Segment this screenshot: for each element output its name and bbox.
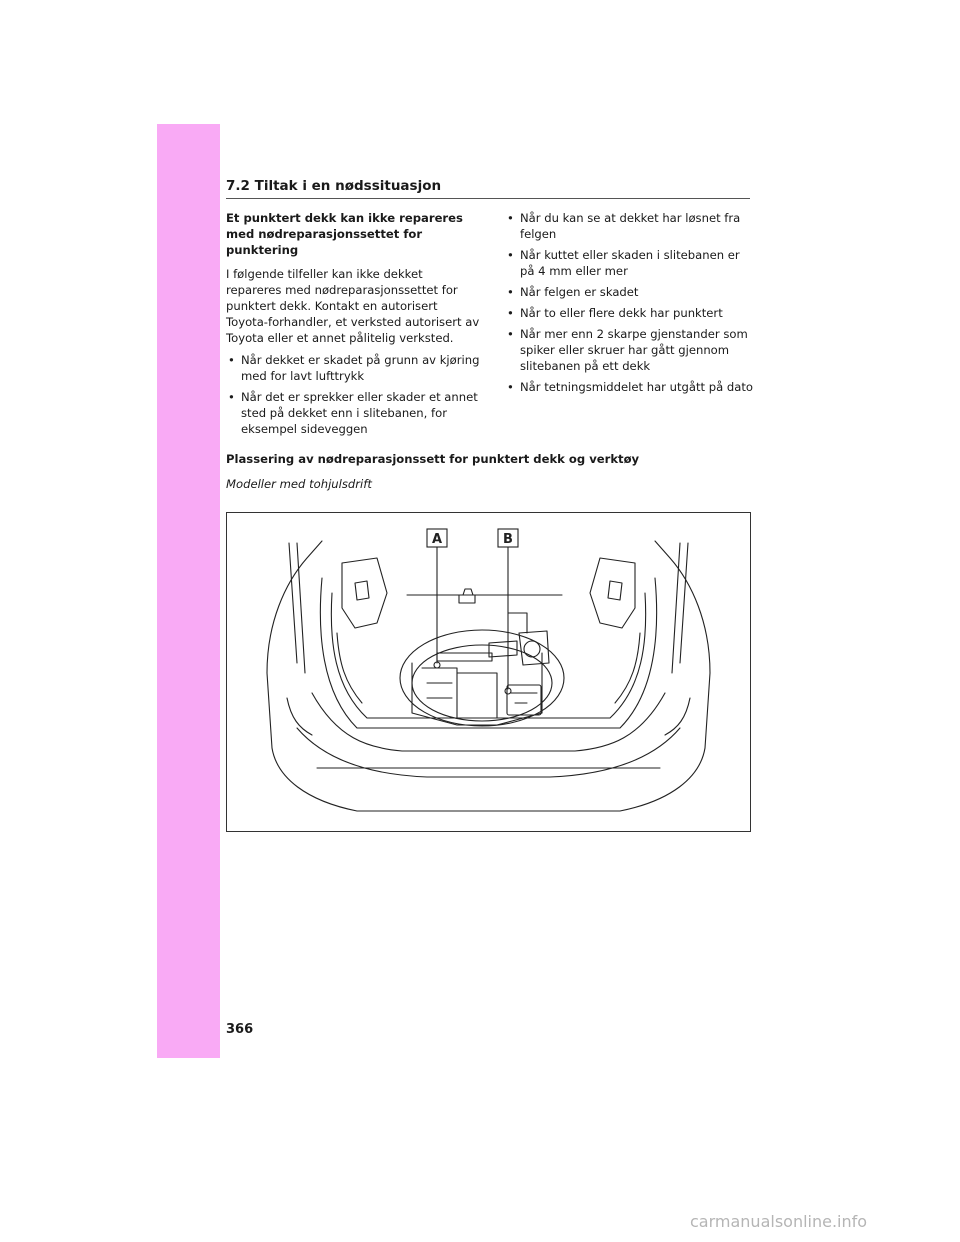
list-item: • Når det er sprekker eller skader et annet sted på dekket enn i slitebanen, for eksempel sideveggen [228,390,478,436]
list-item: • Når felgen er skadet [507,285,639,299]
bullet-dot: • [228,353,235,367]
trunk-illustration [226,512,751,832]
bullet-dot: • [507,380,514,394]
list-item: • Når tetningsmiddelet har utgått på dato [507,380,754,394]
right-bullet-list [505,210,755,395]
model-caption: Modeller med tohjulsdrift [226,477,372,491]
page-number: 366 [226,1022,254,1037]
left-column [226,210,480,442]
left-paragraph: I følgende tilfeller kan ikke dekket repareres med nødreparasjonssettet for punktert dekk. Kontakt en autorisert Toyota-forhandler, et verksted autorisert av Toyota eller et annet pålitelig verksted. [226,267,480,345]
callout-label-a [427,529,447,547]
rear-bumper [297,728,680,777]
svg-text:B: B [503,532,513,547]
section-title: 7.2 Tiltak i en nødssituasjon [226,178,750,199]
bullet-dot: • [507,248,514,262]
list-item: • Når dekket er skadet på grunn av kjøring med for lavt lufttrykk [228,353,480,383]
watermark: carmanualsonline.info [690,1212,868,1231]
repair-kit-box [507,685,541,715]
bullet-dot: • [507,211,514,225]
bullet-dot: • [507,285,514,299]
right-column [505,210,755,400]
list-item: • Når du kan se at dekket har løsnet fra felgen [507,211,741,241]
trunk-drawing [227,513,750,831]
trunk-latch [459,589,475,603]
right-side-trim [590,558,635,628]
left-side-trim [342,558,387,628]
list-item: • Når kuttet eller skaden i slitebanen er på 4 mm eller mer [507,248,740,278]
bullet-dot: • [228,390,235,404]
list-item: • Når to eller flere dekk har punktert [507,306,723,320]
left-bullet-list [226,352,480,437]
location-heading: Plassering av nødreparasjonssett for punktert dekk og verktøy [226,452,640,466]
spare-tire-well [400,630,564,726]
left-heading: Et punktert dekk kan ikke repareres med nødreparasjonssettet for punktering [226,211,463,257]
svg-text:A: A [431,532,443,547]
chapter-side-tab [157,124,220,1058]
bullet-dot: • [507,327,514,341]
list-item: • Når mer enn 2 skarpe gjenstander som spiker eller skruer har gått gjennom slitebanen på ett dekk [507,327,748,373]
callout-label-b [498,529,518,547]
bullet-dot: • [507,306,514,320]
